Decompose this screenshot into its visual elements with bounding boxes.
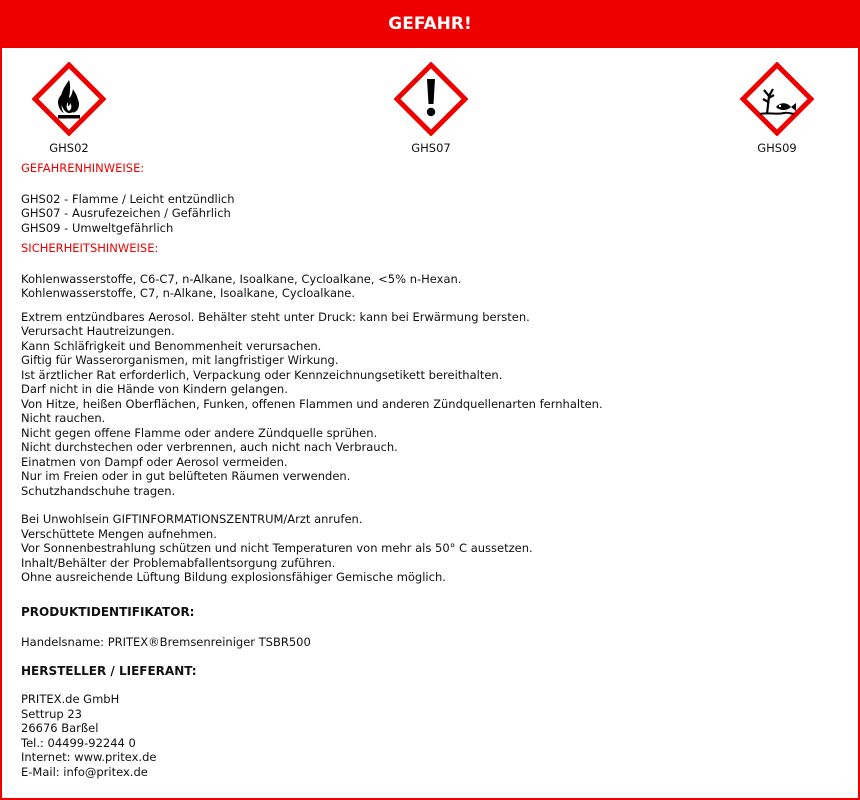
hazard-line: GHS07 - Ausrufezeichen / Gefährlich: [21, 206, 231, 220]
pictogram-ghs09: [740, 62, 814, 155]
hazard-line: GHS09 - Umweltgefährlich: [21, 220, 174, 235]
statement-line: Schutzhandschuhe tragen.: [21, 483, 176, 498]
environment-icon: [740, 62, 814, 136]
measure-line: Vor Sonnenbestrahlung schützen und nicht Temperaturen von mehr als 50° C aussetzen.: [21, 541, 533, 555]
flame-icon: [32, 62, 106, 136]
pictogram-ghs07: [394, 62, 468, 155]
statement-line: Ist ärztlicher Rat erforderlich, Verpackung oder Kennzeichnungsetikett bereithalten.: [21, 367, 503, 382]
address-line: Internet: www.pritex.de: [21, 750, 157, 764]
danger-title: GEFAHR!: [388, 14, 472, 34]
statement-line: Nicht durchstechen oder verbrennen, auch nicht nach Verbrauch.: [21, 440, 398, 454]
statement-line: Giftig für Wasserorganismen, mit langfristiger Wirkung.: [21, 353, 339, 367]
composition-list: [21, 272, 841, 301]
composition-line: Kohlenwasserstoffe, C6-C7, n-Alkane, Isoalkane, Cycloalkane, <5% n-Hexan.: [21, 271, 462, 286]
hazard-heading: GEFAHRENHINWEISE:: [21, 161, 145, 175]
address-line: 26676 Barßel: [21, 721, 99, 735]
composition-line: Kohlenwasserstoffe, C7, n-Alkane, Isoalkane, Cycloalkane.: [21, 286, 356, 300]
statement-line: Einatmen von Dampf oder Aerosol vermeiden.: [21, 454, 288, 469]
safety-heading: SICHERHEITSHINWEISE:: [21, 241, 159, 255]
address-line: E-Mail: info@pritex.de: [21, 764, 148, 779]
statement-line: Extrem entzündbares Aerosol. Behälter steht unter Druck: kann bei Erwärmung bersten.: [21, 309, 530, 324]
pictogram-ghs02: [32, 62, 106, 155]
statement-line: Kann Schläfrigkeit und Benommenheit verursachen.: [21, 338, 322, 353]
statement-line: Nicht gegen offene Flamme oder andere Zündquelle sprühen.: [21, 425, 378, 440]
measure-line: Verschüttete Mengen aufnehmen.: [21, 526, 217, 541]
trade-name: Handelsname: PRITEX®Bremsenreiniger TSBR500: [21, 635, 311, 649]
product-heading: PRODUKTIDENTIFIKATOR:: [21, 604, 195, 619]
measure-line: Inhalt/Behälter der Problemabfallentsorgung zuführen.: [21, 555, 336, 570]
danger-banner: [0, 0, 860, 48]
manufacturer-address: [21, 692, 841, 779]
measures-list: [21, 512, 841, 585]
address-line: Settrup 23: [21, 706, 82, 721]
pictogram-code: GHS09: [757, 141, 797, 155]
pictogram-code: GHS07: [411, 141, 451, 155]
label-content: [21, 161, 841, 779]
statement-list: [21, 310, 841, 499]
hazard-line: GHS02 - Flamme / Leicht entzündlich: [21, 191, 235, 206]
exclamation-icon: [394, 62, 468, 136]
statement-line: Verursacht Hautreizungen.: [21, 324, 175, 338]
statement-line: Darf nicht in die Hände von Kindern gelangen.: [21, 382, 288, 396]
address-line: PRITEX.de GmbH: [21, 692, 120, 706]
statement-line: Von Hitze, heißen Oberflächen, Funken, offenen Flammen und anderen Zündquellenarten fernhalten.: [21, 396, 603, 411]
hazard-list: [21, 192, 841, 236]
pictogram-code: GHS02: [49, 141, 89, 155]
statement-line: Nicht rauchen.: [21, 411, 106, 425]
statement-line: Nur im Freien oder in gut belüfteten Räumen verwenden.: [21, 469, 351, 483]
measure-line: Bei Unwohlsein GIFTINFORMATIONSZENTRUM/Arzt anrufen.: [21, 512, 363, 526]
address-line: Tel.: 04499-92244 0: [21, 735, 136, 750]
manufacturer-heading: HERSTELLER / LIEFERANT:: [21, 663, 197, 678]
measure-line: Ohne ausreichende Lüftung Bildung explosionsfähiger Gemische möglich.: [21, 570, 446, 584]
